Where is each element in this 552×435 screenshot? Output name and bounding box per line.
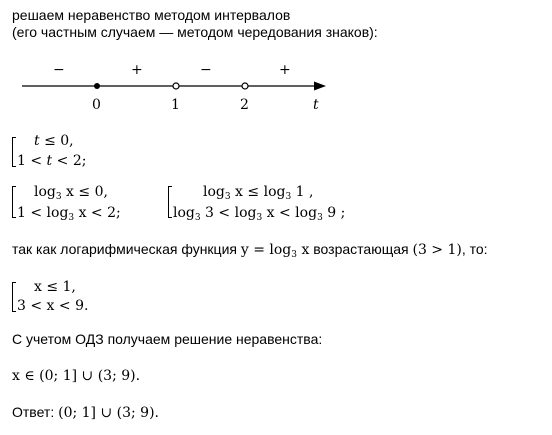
answer-line bbox=[12, 404, 159, 421]
sign-interval-3: − bbox=[200, 62, 212, 78]
number-line-arrow bbox=[314, 82, 326, 91]
point-0-filled bbox=[94, 83, 100, 89]
axis-variable-label: t bbox=[313, 97, 319, 113]
tick-label-2: 2 bbox=[240, 97, 249, 113]
system-4-row-1: x ≤ 1, bbox=[34, 279, 76, 295]
system-2-row-2: $1 < \log_3 x < 2$; bbox=[17, 205, 121, 223]
tick-label-0: 0 bbox=[92, 97, 101, 113]
intro-line-2: (его частным случаем — методом чередования знаков): bbox=[12, 24, 378, 40]
sign-interval-2: + bbox=[131, 62, 143, 78]
odz-sentence: С учетом ОДЗ получаем решение неравенства: bbox=[12, 331, 323, 347]
sign-interval-4: + bbox=[279, 62, 291, 78]
number-line bbox=[0, 0, 552, 120]
tick-label-1: 1 bbox=[171, 97, 180, 113]
system-1-row-2: 1 < t < 2; bbox=[17, 153, 87, 169]
answer-label: Ответ: bbox=[12, 404, 55, 420]
solution-set: x ∈ (0; 1] ∪ (3; 9). bbox=[12, 368, 141, 384]
point-1-open bbox=[173, 83, 179, 89]
answer-value: (0; 1] ∪ (3; 9). bbox=[58, 405, 160, 421]
system-3-bracket bbox=[168, 186, 172, 218]
point-2-open bbox=[242, 83, 248, 89]
system-4-bracket bbox=[12, 282, 16, 312]
sign-interval-1: − bbox=[53, 62, 65, 78]
system-1-row-1: t ≤ 0, bbox=[34, 133, 74, 149]
system-1-bracket bbox=[12, 137, 16, 167]
system-2-row-1: $\log_3 x \le 0$, bbox=[34, 184, 108, 202]
system-3-row-2: $\log_3 3 < \log_3 x < \log_3 9$ ; bbox=[173, 205, 346, 223]
system-2-bracket bbox=[12, 186, 16, 218]
system-3-row-1: $\log_3 x \le \log_3 1$ , bbox=[203, 184, 314, 202]
monotonicity-sentence: так как логарифмическая функция $y = \log_3 x$ возрастающая (3 > 1), то: bbox=[12, 241, 488, 260]
intro-line-1: решаем неравенство методом интервалов bbox=[12, 7, 291, 23]
system-4-row-2: 3 < x < 9. bbox=[17, 298, 89, 314]
